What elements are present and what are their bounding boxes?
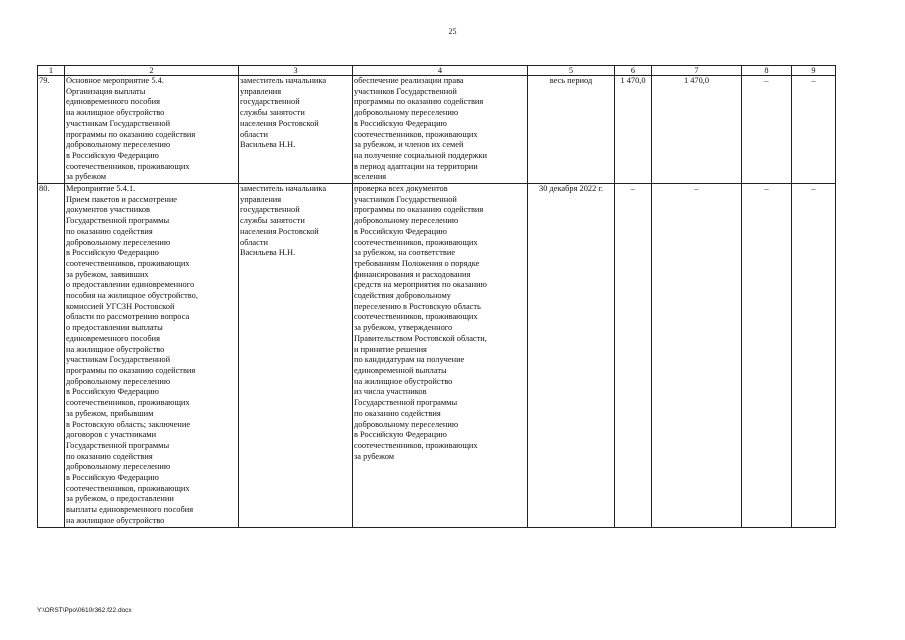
table-row [38, 76, 836, 184]
program-table [37, 65, 836, 528]
column-header: 6 [615, 66, 652, 76]
implementation-period: весь период [528, 76, 615, 184]
column-header: 1 [38, 66, 65, 76]
responsible-executor: заместитель начальника управления государственной службы занятости населения Ростовской области Васильева Н.Н. [239, 184, 353, 528]
page-number: 25 [448, 27, 457, 36]
column-header: 4 [353, 66, 528, 76]
column-header: 7 [652, 66, 742, 76]
cell-col8: – [742, 184, 792, 528]
cell-col9: – [792, 76, 836, 184]
column-header: 5 [528, 66, 615, 76]
row-number: 80. [38, 184, 65, 528]
column-header: 2 [65, 66, 239, 76]
responsible-executor: заместитель начальника управления государственной службы занятости населения Ростовской области Васильева Н.Н. [239, 76, 353, 184]
cell-col6: 1 470,0 [615, 76, 652, 184]
cell-col9: – [792, 184, 836, 528]
column-header: 8 [742, 66, 792, 76]
activity-name: Основное мероприятие 5.4. Организация выплаты единовременного пособия на жилищное обустройство участникам Государственной программы по оказанию содействия добровольному переселению в Российскую Федерацию соотечественников, проживающих за рубежом [65, 76, 239, 184]
column-header: 9 [792, 66, 836, 76]
row-number: 79. [38, 76, 65, 184]
file-path-footer: Y:\ORST\Ppo\0610r362.f22.docx [37, 607, 132, 614]
header-row [38, 66, 836, 76]
cell-col7: 1 470,0 [652, 76, 742, 184]
expected-result: проверка всех документов участников Государственной программы по оказанию содействия добровольному переселению в Российскую Федерацию соотечественников, проживающих за рубежом, на соответствие требованиям Положения о порядке финансирования и расходования средств на мероприятия по оказанию содействия добровольному переселению в Ростовскую область соотечественников, проживающих за рубежом, утвержденного Правительством Ростовской области, и принятие решения по кандидатурам на получение единовременной выплаты на жилищное обустройство из числа участников Государственной программы по оказанию содействия добровольному переселению в Российскую Федерацию соотечественников, проживающих за рубежом [353, 184, 528, 528]
cell-col7: – [652, 184, 742, 528]
cell-col8: – [742, 76, 792, 184]
implementation-period: 30 декабря 2022 г. [528, 184, 615, 528]
table-row [38, 184, 836, 528]
expected-result: обеспечение реализации права участников Государственной программы по оказанию содействия добровольному переселению в Российскую Федерацию соотечественников, проживающих за рубежом, и членов их семей на получение социальной поддержки в период адаптации на территории вселения [353, 76, 528, 184]
column-header: 3 [239, 66, 353, 76]
cell-col6: – [615, 184, 652, 528]
activity-name: Мероприятие 5.4.1. Прием пакетов и рассмотрение документов участников Государственной программы по оказанию содействия добровольному переселению в Российскую Федерацию соотечественников, проживающих за рубежом, заявивших о предоставлении единовременного пособия на жилищное обустройство, комиссией УГСЗН Ростовской области по рассмотрению вопроса о предоставлении выплаты единовременного пособия на жилищное обустройство участникам Государственной программы по оказанию содействия добровольному переселению в Российскую Федерацию соотечественников, проживающих за рубежом, прибывшим в Ростовскую область; заключение договоров с участниками Государственной программы по оказанию содействия добровольному переселению в Российскую Федерацию соотечественников, проживающих за рубежом, о предоставлении выплаты единовременного пособия на жилищное обустройство [65, 184, 239, 528]
